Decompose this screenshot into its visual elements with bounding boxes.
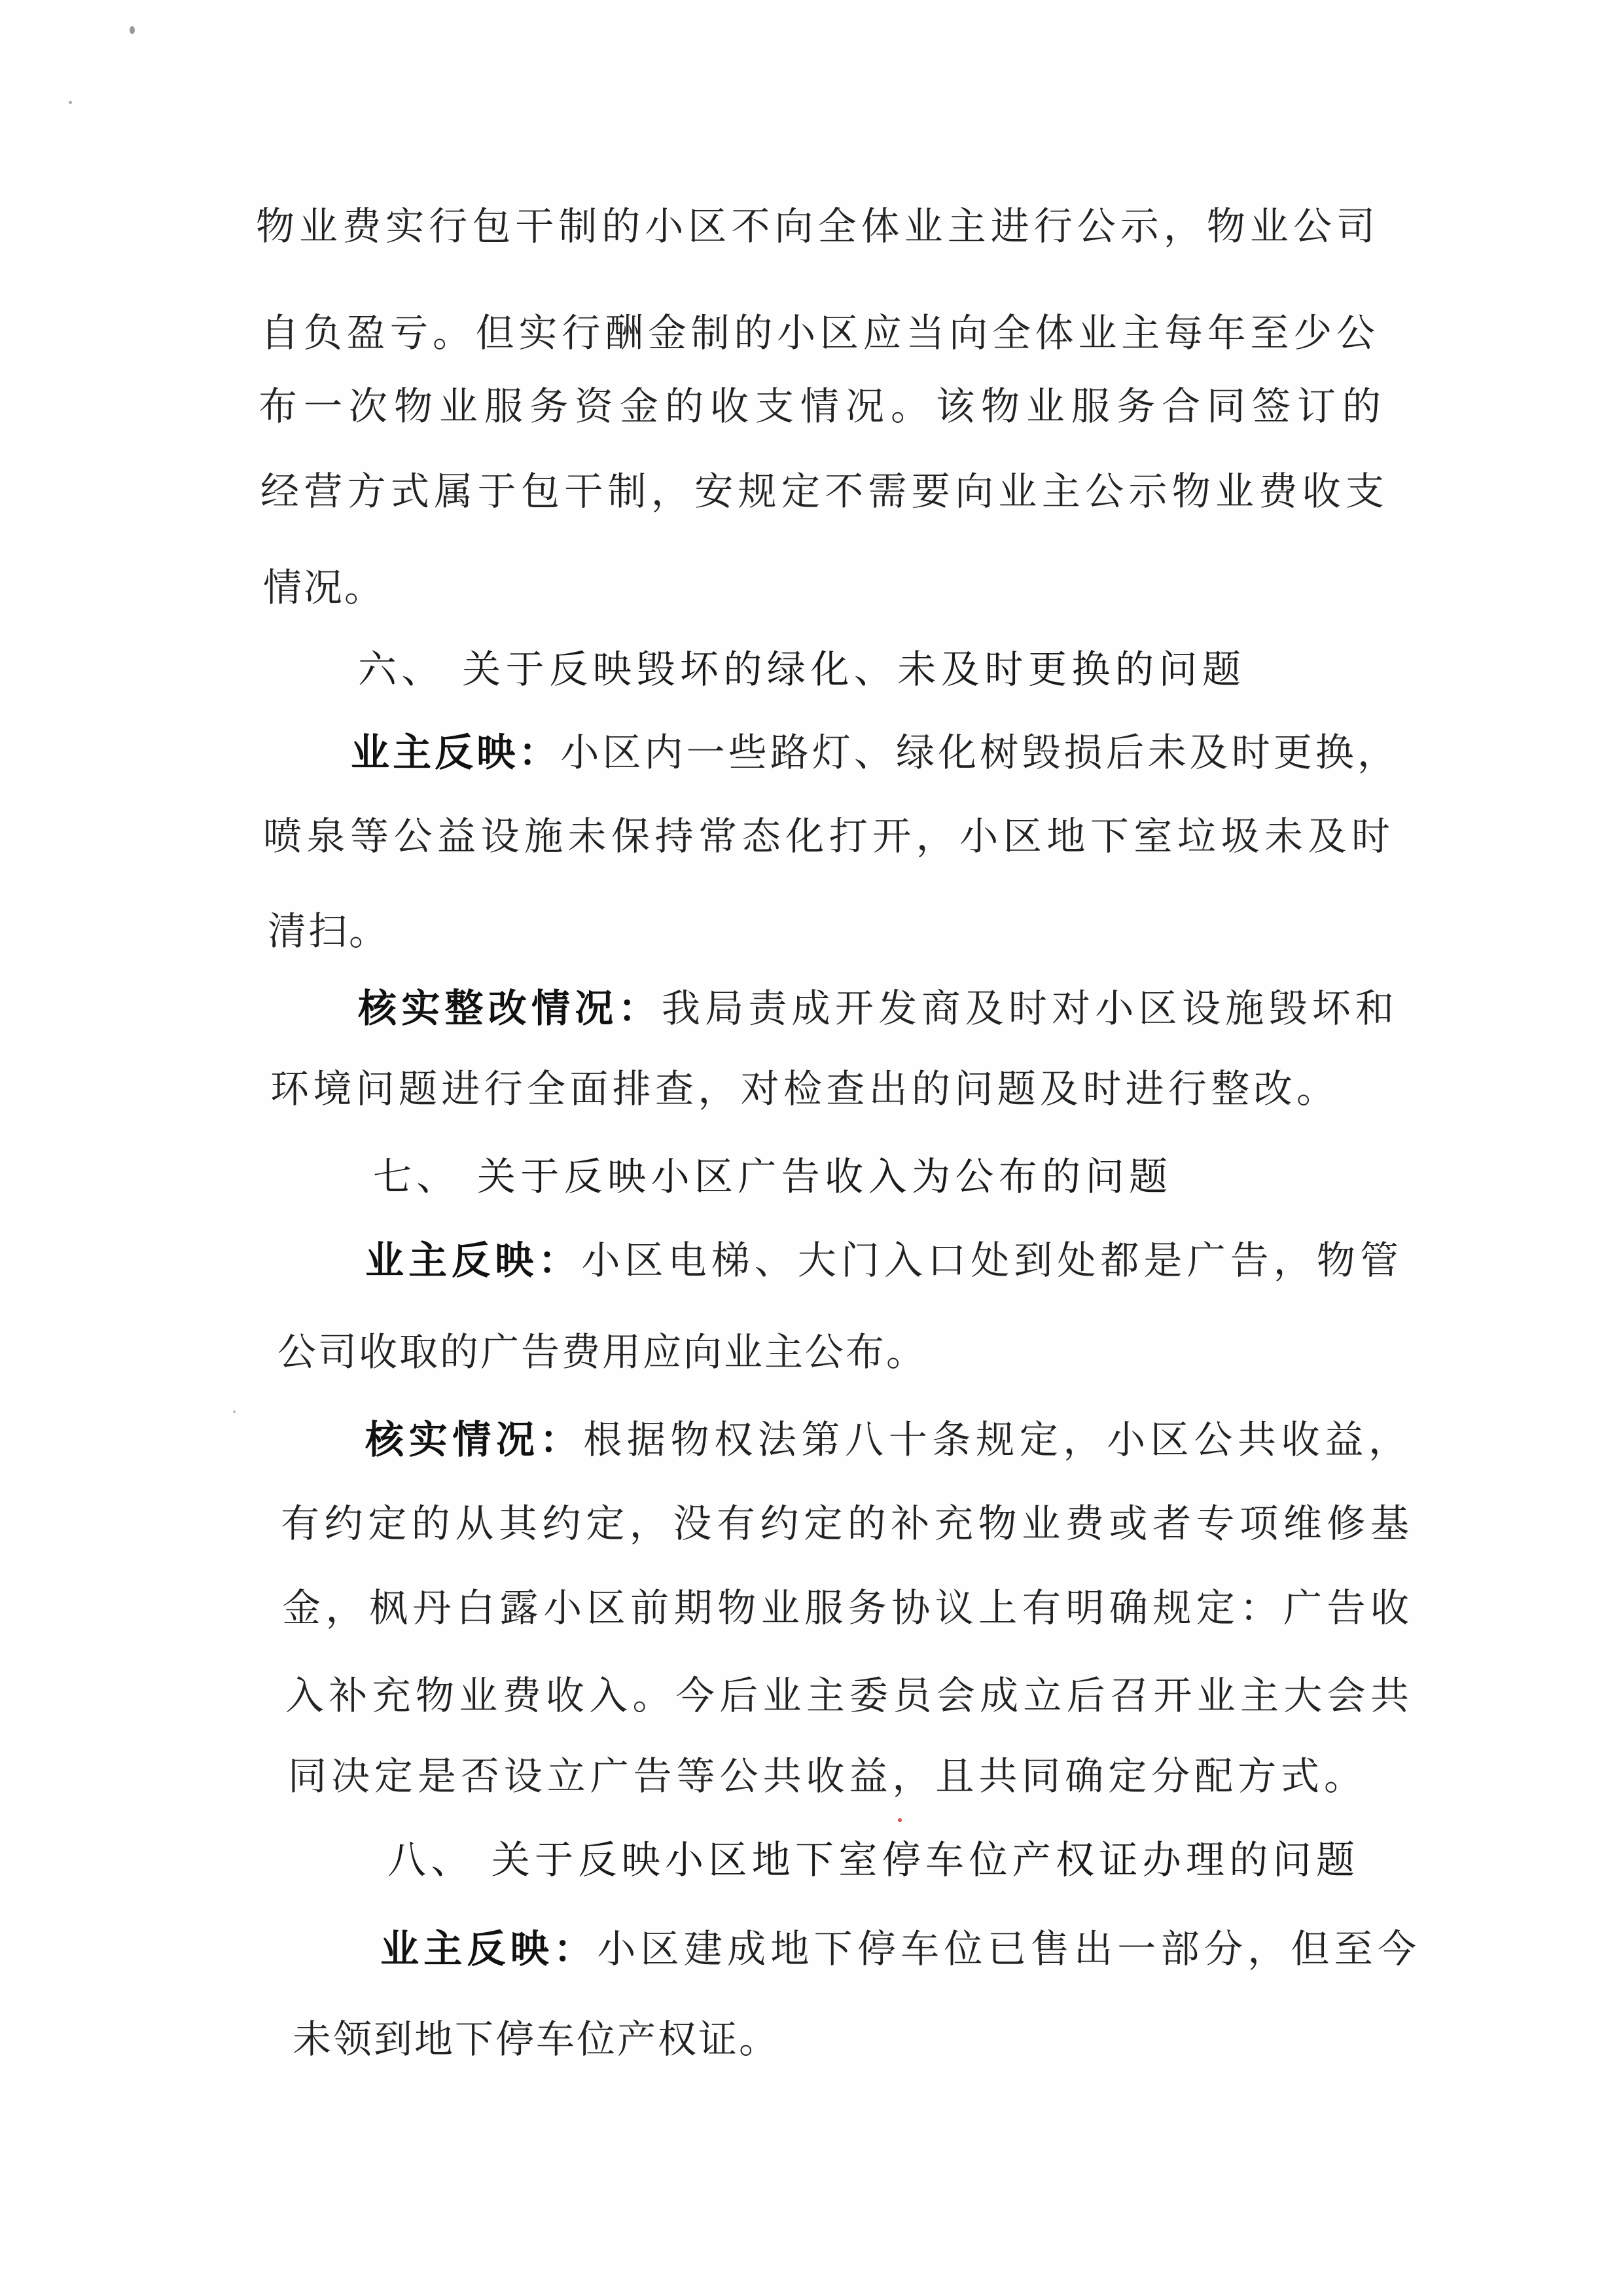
text-line: 金，枫丹白露小区前期物业服务协议上有明确规定：广告收: [282, 1585, 1411, 1630]
scan-speck: [130, 26, 135, 34]
text-line: 同决定是否设立广告等公共收益，且共同确定分配方式。: [288, 1753, 1364, 1799]
text-line: 自负盈亏。但实行酬金制的小区应当向全体业主每年至少公: [260, 310, 1377, 355]
text-line: 清扫。: [268, 908, 390, 954]
line-text: 我局责成开发商及时对小区设施毁坏和: [661, 986, 1396, 1031]
text-line: 有约定的从其约定，没有约定的补充物业费或者专项维修基: [281, 1501, 1411, 1546]
text-line: 入补充物业费收入。今后业主委员会成立后召开业主大会共: [285, 1673, 1411, 1718]
text-line: [380, 1926, 1418, 1973]
text-line: [358, 985, 1396, 1032]
scan-speck: [233, 1410, 236, 1413]
text-line: [365, 1237, 1400, 1284]
text-line: [351, 729, 1398, 776]
paragraph-label: 业主反映：: [380, 1926, 597, 1971]
line-text: 根据物权法第八十条规定，小区公共收益，: [583, 1417, 1409, 1462]
text-line: [365, 1416, 1409, 1463]
section-heading: 六、 关于反映毁坏的绿化、未及时更换的问题: [358, 647, 1243, 692]
text-line: 喷泉等公益设施未保持常态化打开，小区地下室垃圾未及时: [263, 814, 1392, 859]
scan-speck: [898, 1818, 902, 1822]
section-heading: 八、 关于反映小区地下室停车位产权证办理的问题: [387, 1837, 1357, 1882]
text-line: 未领到地下停车位产权证。: [293, 2017, 780, 2062]
paragraph-label: 业主反映：: [365, 1238, 582, 1283]
scan-speck: [69, 101, 72, 104]
text-line: 情况。: [263, 565, 385, 610]
text-line: 布一次物业服务资金的收支情况。该物业服务合同签订的: [259, 384, 1383, 429]
paragraph-label: 核实整改情况：: [358, 986, 662, 1031]
line-text: 小区建成地下停车位已售出一部分，但至今: [597, 1926, 1418, 1971]
paragraph-label: 核实情况：: [365, 1417, 584, 1462]
section-heading: 七、 关于反映小区广告收入为公布的问题: [373, 1154, 1169, 1199]
text-line: 公司收取的广告费用应向业主公布。: [277, 1329, 927, 1374]
line-text: 小区电梯、大门入口处到处都是广告，物管: [581, 1238, 1400, 1283]
text-line: 物业费实行包干制的小区不向全体业主进行公示，物业公司: [256, 204, 1377, 249]
line-text: 小区内一些路灯、绿化树毁损后未及时更换，: [560, 730, 1398, 775]
paragraph-label: 业主反映：: [351, 730, 561, 775]
text-line: 环境问题进行全面排查，对检查出的问题及时进行整改。: [270, 1066, 1337, 1111]
text-line: 经营方式属于包干制，安规定不需要向业主公示物业费收支: [260, 469, 1386, 514]
